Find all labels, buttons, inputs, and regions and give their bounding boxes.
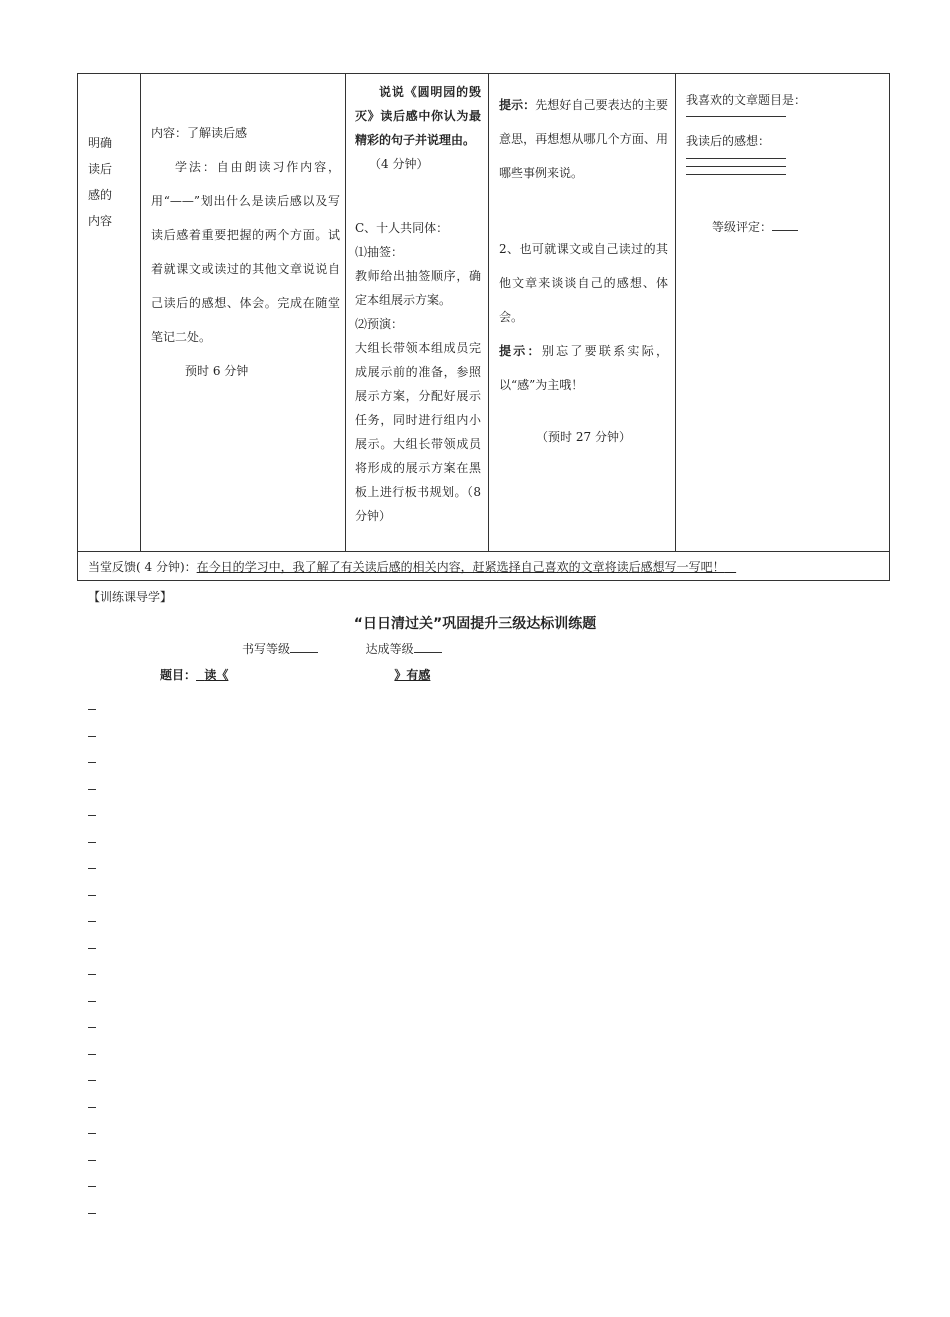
- writing-line: [88, 1160, 96, 1161]
- writing-line: [88, 1080, 96, 1081]
- writing-line: [88, 762, 96, 763]
- activity-cell: 说说《圆明园的毁灭》读后感中你认为最精彩的句子并说理由。 （4 分钟） C、十人共同体： ⑴抽签： 教师给出抽签顺序，确定本组展示方案。 ⑵预演： 大组长带领本组成员完成展示前的准备，参照展示方案，分配好展示任务，同时进行组内小展示。大组长带领成员将形成的展示方案在黑板上进行板书规划。（8 分钟）: [346, 74, 489, 551]
- essay-topic: 题目： 读《 》有感: [160, 668, 431, 682]
- content-cell: [141, 74, 346, 551]
- time-text: 预时 6 分钟: [185, 364, 249, 378]
- writing-line: [88, 1133, 96, 1134]
- writing-line: [88, 842, 96, 843]
- feedback-row: 当堂反馈( 4 分钟)：在今日的学习中，我了解了有关读后感的相关内容，赶紧选择自己喜欢的文章将读后感想写一写吧！: [88, 560, 725, 574]
- page-title: “日日清过关”巩固提升三级达标训练题: [353, 616, 597, 632]
- writing-line: [88, 709, 96, 710]
- writing-line: [88, 974, 96, 975]
- hint-cell: 提示：先想好自己要表达的主要意思，再想想从哪几个方面、用哪些事例来说。 2、也可就课文或自己读过的其他文章来谈谈自己的感想、体会。 提示：别忘了要联系实际，以“感”为主哦！ （预时 27 分钟）: [499, 98, 668, 444]
- writing-line: [88, 736, 96, 737]
- question-text: 说说《圆明园的毁灭》读后感中你认为最精彩的句子并说理由。: [355, 85, 481, 147]
- content-line: 内容：了解读后感: [151, 126, 248, 140]
- writing-line: [88, 1107, 96, 1108]
- writing-line: [88, 789, 96, 790]
- writing-line: [88, 1213, 96, 1214]
- writing-line: [88, 948, 96, 949]
- writing-line: [88, 1054, 96, 1055]
- writing-line: [88, 921, 96, 922]
- row-heading: 明确 读后 感的 内容: [88, 136, 113, 228]
- writing-line: [88, 895, 96, 896]
- writing-line: [88, 1186, 96, 1187]
- method-text: 学法：自由朗读习作内容，用“——”划出什么是读后感以及写读后感着重要把握的两个方面。试着就课文或读过的其他文章说说自己读后的感想、体会。完成在随堂笔记二处。: [151, 160, 340, 344]
- lesson-table: [77, 73, 890, 581]
- writing-line: [88, 868, 96, 869]
- notes-cell: 我喜欢的文章题目是： 我读后的感想： 等级评定：: [686, 93, 807, 234]
- writing-line: [88, 1027, 96, 1028]
- grade-fields: 书写等级 达成等级: [242, 640, 442, 657]
- writing-line: [88, 1001, 96, 1002]
- grade-label: 等级评定：: [712, 220, 773, 234]
- writing-line: [88, 815, 96, 816]
- section-label: 【训练课导学】: [88, 590, 173, 604]
